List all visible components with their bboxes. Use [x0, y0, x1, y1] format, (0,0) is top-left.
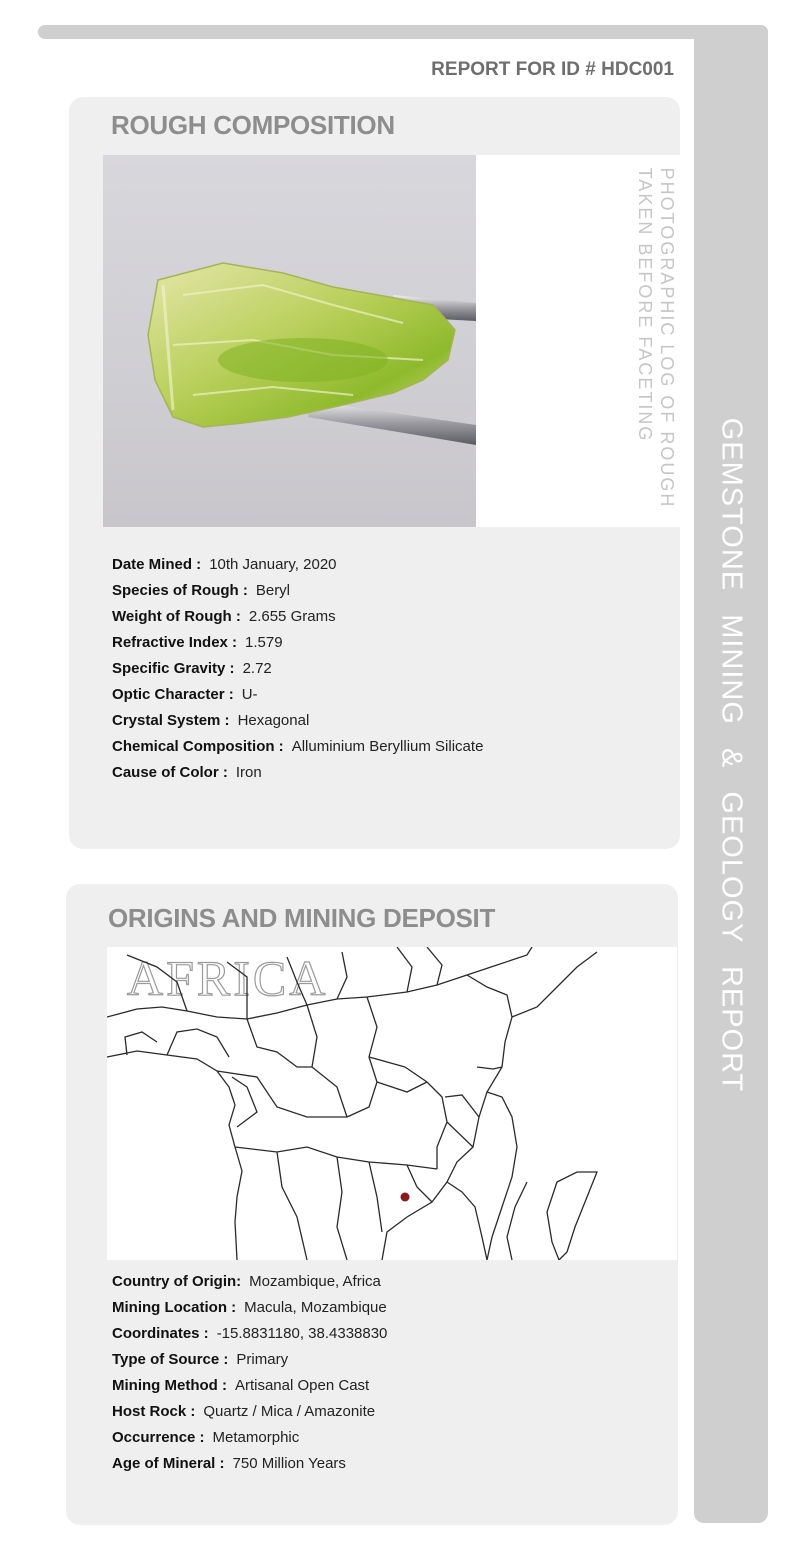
detail-row — [112, 1299, 387, 1325]
detail-label: Type of Source : — [112, 1351, 229, 1368]
detail-row — [112, 608, 483, 634]
detail-value: 750 Million Years — [232, 1455, 346, 1472]
rough-details-list — [112, 556, 483, 790]
africa-map — [107, 947, 677, 1260]
report-id: REPORT FOR ID # HDC001 — [431, 59, 674, 80]
detail-value: Iron — [235, 764, 262, 781]
rough-gemstone-photo — [103, 155, 476, 527]
origins-title: ORIGINS AND MINING DEPOSIT — [108, 903, 496, 933]
detail-value: Mozambique, Africa — [249, 1273, 381, 1290]
detail-label: Coordinates : — [112, 1325, 209, 1342]
detail-value: Hexagonal — [237, 712, 310, 729]
detail-row — [112, 764, 483, 790]
detail-row — [112, 1351, 387, 1377]
origins-details-list — [112, 1273, 387, 1481]
detail-label: Refractive Index : — [112, 634, 238, 651]
detail-row — [112, 634, 483, 660]
country-borders — [107, 947, 597, 1260]
detail-value: 2.655 Grams — [248, 608, 336, 625]
detail-label: Occurrence : — [112, 1429, 205, 1446]
detail-label: Species of Rough : — [112, 582, 248, 599]
detail-label: Mining Location : — [112, 1299, 237, 1316]
detail-value: Quartz / Mica / Amazonite — [203, 1403, 376, 1420]
detail-label: Chemical Composition : — [112, 738, 284, 755]
report-side-title: GEMSTONE MINING & GEOLOGY REPORT — [715, 417, 748, 1093]
detail-row — [112, 1455, 387, 1481]
detail-value: U- — [241, 686, 258, 703]
detail-row — [112, 556, 483, 582]
detail-value: Alluminium Beryllium Silicate — [291, 738, 484, 755]
detail-label: Crystal System : — [112, 712, 230, 729]
detail-value: Primary — [236, 1351, 289, 1368]
top-decorative-bar — [38, 25, 768, 39]
detail-label: Optic Character : — [112, 686, 234, 703]
africa-map-image — [107, 947, 677, 1260]
detail-value: Metamorphic — [212, 1429, 300, 1446]
detail-row — [112, 1325, 387, 1351]
detail-label: Host Rock : — [112, 1403, 196, 1420]
detail-row — [112, 1377, 387, 1403]
rough-composition-title: ROUGH COMPOSITION — [111, 110, 395, 140]
detail-label: Age of Mineral : — [112, 1455, 225, 1472]
detail-row — [112, 1273, 387, 1299]
mine-location-marker — [401, 1193, 410, 1202]
detail-value: Artisanal Open Cast — [234, 1377, 370, 1394]
detail-label: Mining Method : — [112, 1377, 227, 1394]
detail-label: Weight of Rough : — [112, 608, 241, 625]
detail-value: 2.72 — [242, 660, 272, 677]
detail-value: 1.579 — [245, 634, 283, 651]
detail-row — [112, 1403, 387, 1429]
detail-label: Date Mined : — [112, 556, 202, 573]
photo-caption-line2: TAKEN BEFORE FACETING — [635, 167, 655, 443]
detail-value: 10th January, 2020 — [209, 556, 337, 573]
detail-value: -15.8831180, 38.4338830 — [216, 1325, 388, 1342]
detail-label: Cause of Color : — [112, 764, 228, 781]
photo-caption-line1: PHOTOGRAPHIC LOG OF ROUGH — [657, 167, 677, 509]
detail-row — [112, 1429, 387, 1455]
photo-caption — [634, 168, 678, 509]
detail-row — [112, 738, 483, 764]
detail-value: Macula, Mozambique — [244, 1299, 387, 1316]
detail-row — [112, 686, 483, 712]
detail-label: Specific Gravity : — [112, 660, 235, 677]
gemstone-image — [103, 155, 476, 527]
map-label: AFRICA — [127, 950, 329, 1006]
detail-value: Beryl — [255, 582, 291, 599]
detail-row — [112, 582, 483, 608]
detail-label: Country of Origin: — [112, 1273, 242, 1290]
detail-row — [112, 660, 483, 686]
detail-row — [112, 712, 483, 738]
